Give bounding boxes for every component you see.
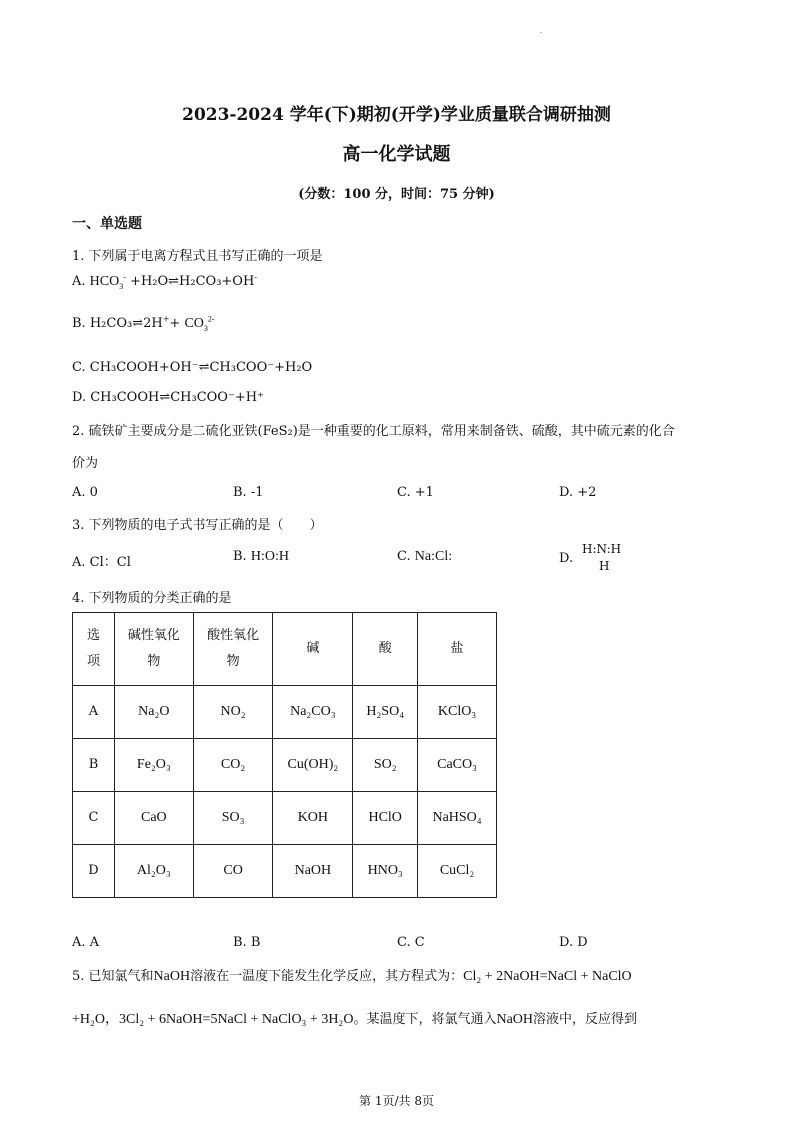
q4-option-a: A. A bbox=[72, 935, 100, 950]
q4-stem: 4. 下列物质的分类正确的是 bbox=[72, 591, 232, 606]
header-cell: 碱 bbox=[273, 613, 353, 686]
q1-b-label: B. bbox=[72, 316, 86, 331]
q2-stem-line1: 2. 硫铁矿主要成分是二硫化亚铁(FeS₂)是一种重要的化工原料，常用来制备铁、硫酸，其中硫元素的化合 bbox=[72, 424, 675, 439]
q3-c-label: C. bbox=[397, 549, 411, 564]
q4-option-d: D. D bbox=[559, 935, 588, 950]
q3-stem: 3. 下列物质的电子式书写正确的是（ ） bbox=[72, 518, 323, 533]
table-cell: D bbox=[73, 845, 115, 898]
q2-stem-line2: 价为 bbox=[72, 456, 99, 471]
q1-stem: 1. 下列属于电离方程式且书写正确的一项是 bbox=[72, 249, 323, 264]
exam-subtitle: 高一化学试题 bbox=[342, 144, 451, 165]
q3-option-a: A. Cl：Cl bbox=[72, 555, 131, 570]
q2-option-b: B. -1 bbox=[233, 485, 264, 500]
q1-a-ion-text: HCO bbox=[89, 274, 120, 289]
table-cell: HClO bbox=[353, 792, 418, 845]
q2-option-d: D. +2 bbox=[559, 485, 597, 500]
table-cell: Na₂O bbox=[114, 686, 193, 739]
q2-option-a: A. 0 bbox=[72, 485, 98, 500]
table-cell: CaO bbox=[114, 792, 193, 845]
q5-line1-b: 溶液在一温度下能发生化学反应，其方程式为： bbox=[190, 969, 464, 984]
q3-b-formula: H:O:H bbox=[250, 549, 289, 564]
q5-naoh-1: NaOH bbox=[153, 969, 191, 984]
q5-line2-eq: +H₂O，3Cl₂ + 6NaOH=5NaCl + NaClO₃ + 3H₂O bbox=[72, 1012, 354, 1027]
q3-option-c bbox=[397, 549, 452, 565]
section-title: 一、单选题 bbox=[72, 216, 142, 232]
table-cell: KOH bbox=[273, 792, 353, 845]
q3-c-formula: Na:Cl: bbox=[414, 549, 453, 564]
header-cell: 选项 bbox=[73, 613, 115, 686]
q3-option-d-label: D. bbox=[559, 551, 574, 566]
table-cell: CO₂ bbox=[193, 739, 273, 792]
q5-eq1: Cl₂ + 2NaOH=NaCl + NaClO bbox=[463, 969, 632, 984]
q1-b-eq: H₂CO₃⇌2H bbox=[89, 316, 163, 331]
q1-option-b: B. H₂CO₃⇌2H++ $CO_3^{2-}$ bbox=[72, 314, 215, 333]
exam-title: 2023-2024 学年(下)期初(开学)学业质量联合调研抽测 bbox=[182, 105, 611, 125]
q1-a-ion: $HCO_3^-$ bbox=[89, 272, 126, 291]
table-row bbox=[73, 845, 497, 898]
table-cell: H₂SO₄ bbox=[353, 686, 418, 739]
q3-d-line1: H:N:H bbox=[582, 542, 622, 556]
header-cell: 酸性氧化物 bbox=[193, 613, 273, 686]
header-cell: 酸 bbox=[353, 613, 418, 686]
table-cell: NaHSO₄ bbox=[418, 792, 497, 845]
table-cell: Na₂CO₃ bbox=[273, 686, 353, 739]
q1-a-eq: +H₂O⇌H₂CO₃+OH bbox=[130, 274, 255, 289]
table-cell: CO bbox=[193, 845, 273, 898]
table-cell: Cu(OH)₂ bbox=[273, 739, 353, 792]
table-cell: CuCl₂ bbox=[418, 845, 497, 898]
q1-b-ion: $CO_3^{2-}$ bbox=[184, 314, 215, 333]
q1-option-a: A. $HCO_3^-$ +H₂O⇌H₂CO₃+OH- bbox=[72, 272, 257, 291]
table-cell: HNO₃ bbox=[353, 845, 418, 898]
table-row bbox=[73, 686, 497, 739]
q1-b-ion-text: CO bbox=[184, 316, 204, 331]
q4-option-c: C. C bbox=[397, 935, 425, 950]
table-cell: A bbox=[73, 686, 115, 739]
q1-option-c: C. CH₃COOH+OH⁻⇌CH₃COO⁻+H₂O bbox=[72, 360, 313, 375]
table-cell: SO₂ bbox=[353, 739, 418, 792]
q4-option-b: B. B bbox=[233, 935, 261, 950]
table-cell: CaCO₃ bbox=[418, 739, 497, 792]
table-header-row bbox=[73, 613, 497, 686]
q1-option-d: D. CH₃COOH⇌CH₃COO⁻+H⁺ bbox=[72, 390, 264, 405]
table-row bbox=[73, 739, 497, 792]
header-cell: 碱性氧化物 bbox=[114, 613, 193, 686]
table-cell: NO₂ bbox=[193, 686, 273, 739]
q5-line2-b: 。某温度下，将氯气通入 bbox=[353, 1012, 497, 1027]
page-footer: 第 1页/共 8页 bbox=[359, 1094, 434, 1108]
q5-line1 bbox=[72, 965, 632, 985]
q2-option-c: C. +1 bbox=[397, 485, 434, 500]
q3-b-label: B. bbox=[233, 549, 247, 564]
table-cell: Fe₂O₃ bbox=[114, 739, 193, 792]
table-cell: NaOH bbox=[273, 845, 353, 898]
table-cell: Al₂O₃ bbox=[114, 845, 193, 898]
classification-table bbox=[72, 612, 497, 898]
table-row bbox=[73, 792, 497, 845]
scan-dot: · bbox=[540, 30, 542, 37]
q5-line2-c: 溶液中，反应得到 bbox=[533, 1012, 638, 1027]
score-info: (分数：100 分，时间：75 分钟) bbox=[298, 187, 495, 202]
table-cell: KClO₃ bbox=[418, 686, 497, 739]
q1-a-label: A. bbox=[72, 274, 86, 289]
q5-naoh-2: NaOH bbox=[496, 1012, 533, 1027]
table-cell: B bbox=[73, 739, 115, 792]
q5-line2 bbox=[72, 1008, 637, 1028]
q3-option-b bbox=[233, 549, 289, 565]
q3-d-line2: H bbox=[599, 559, 610, 573]
q5-line1-a: 5. 已知氯气和 bbox=[72, 969, 154, 984]
table-cell: C bbox=[73, 792, 115, 845]
table-cell: SO₃ bbox=[193, 792, 273, 845]
header-cell: 盐 bbox=[418, 613, 497, 686]
